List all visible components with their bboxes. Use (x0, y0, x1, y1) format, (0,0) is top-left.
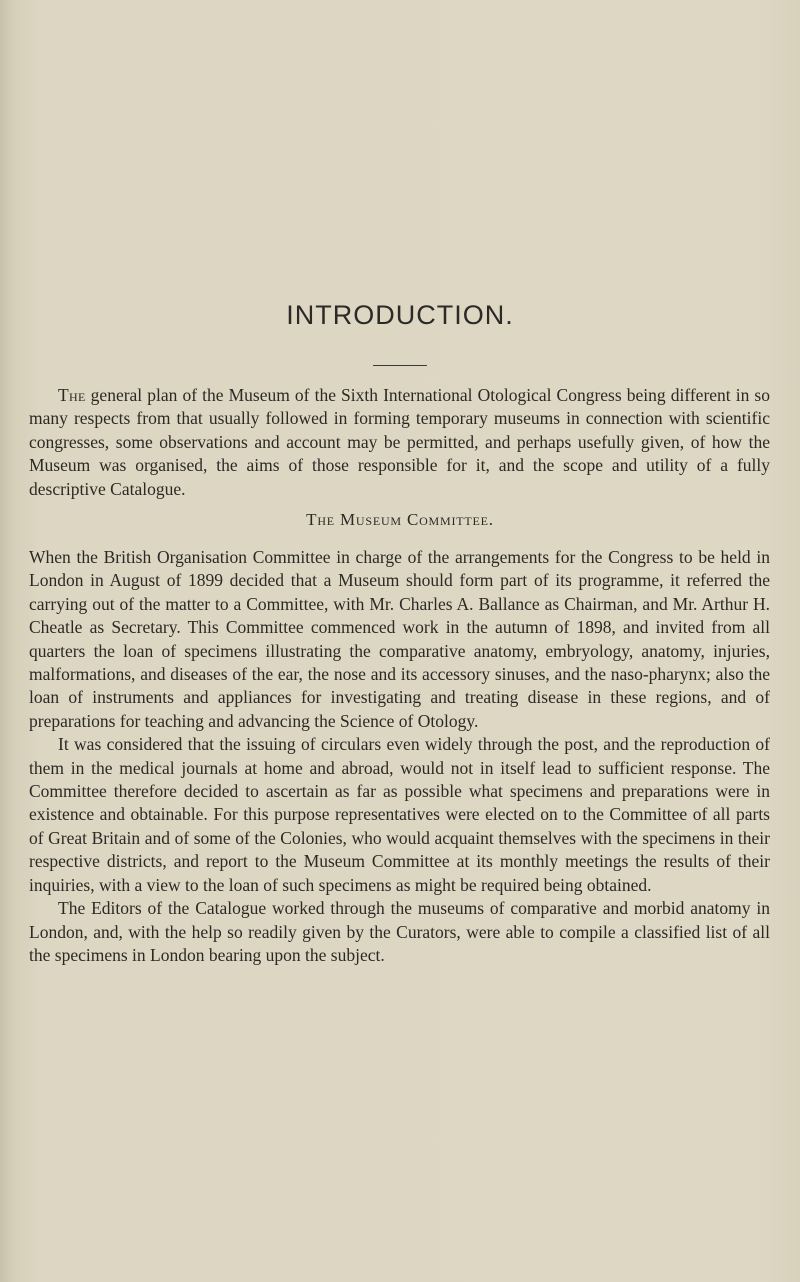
intro-text: general plan of the Museum of the Sixth International Otological Congress being different in so many respects from that usually followed in forming temporary museums in connection with scientific congresses, some observations and account may be permitted, and perhaps usefully given, of how the Museum was organised, the aims of those responsible for it, and the scope and utility of a fully descriptive Catalogue. (29, 385, 770, 499)
intro-paragraph (29, 384, 770, 501)
paragraph: When the British Organisation Committee in charge of the arrangements for the Congress to be held in London in August of 1899 decided that a Museum should form part of its programme, it referred the carrying out of the matter to a Committee, with Mr. Charles A. Ballance as Chairman, and Mr. Arthur H. Cheatle as Secretary. This Committee commenced work in the autumn of 1898, and invited from all quarters the loan of specimens illustrating the comparative anatomy, embryology, anatomy, injuries, malformations, and diseases of the ear, the nose and its accessory sinuses, and the naso-pharynx; also the loan of instruments and appliances for investigating and treating disease in these regions, and of preparations for teaching and advancing the Science of Otology. (29, 547, 770, 731)
paragraph: The Editors of the Catalogue worked through the museums of comparative and morbid anatomy in London, and, with the help so readily given by the Curators, were able to compile a classified list of all the specimens in London bearing upon the subject. (29, 898, 770, 965)
title-divider (373, 365, 427, 366)
intro-lead-word: The (58, 385, 86, 405)
section-heading: The Museum Committee. (306, 510, 494, 529)
page-title: INTRODUCTION. (286, 300, 514, 330)
section-body (29, 546, 770, 967)
paragraph: It was considered that the issuing of circulars even widely through the post, and the reproduction of them in the medical journals at home and abroad, would not in itself lead to sufficient response. The Committee therefore decided to ascertain as far as possible what specimens and preparations were in existence and obtainable. For this purpose representatives were elected on to the Committee of all parts of Great Britain and of some of the Colonies, who would acquaint themselves with the specimens in their respective districts, and report to the Museum Committee at its monthly meetings the results of their inquiries, with a view to the loan of such specimens as might be required being obtained. (29, 734, 770, 895)
